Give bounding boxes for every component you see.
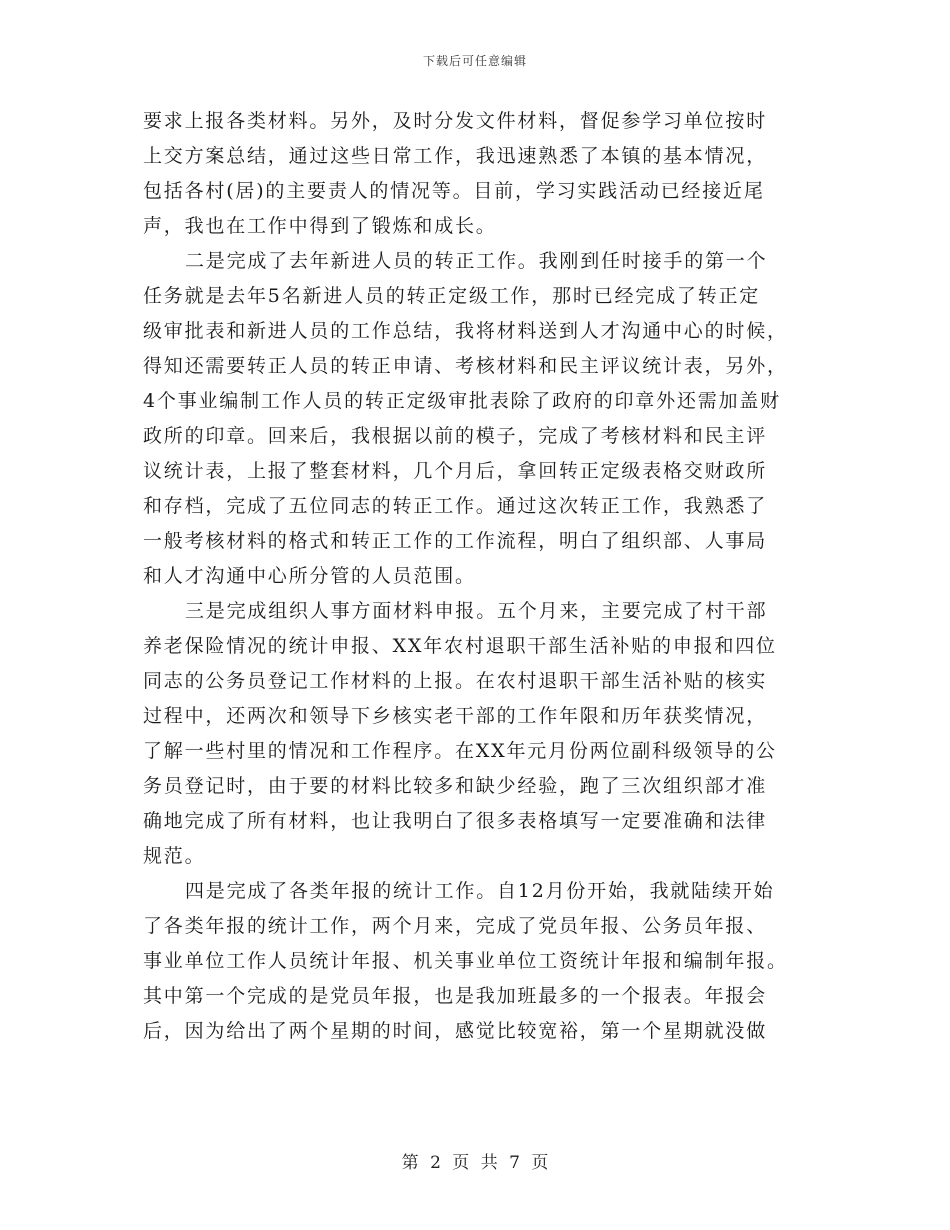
document-body: [143, 104, 813, 1049]
text-line: 和人才沟通中心所分管的人员范围。: [143, 565, 476, 587]
text-line: 政所的印章。回来后，我根据以前的模子，完成了考核材料和民主评: [143, 425, 768, 447]
text-line: 同志的公务员登记工作材料的上报。在农村退职干部生活补贴的核实: [143, 670, 768, 692]
text-line: 务员登记时，由于要的材料比较多和缺少经验，跑了三次组织部才准: [143, 775, 768, 797]
page-number: 第 2 页 共 7 页: [401, 1153, 549, 1173]
page-header-note: 下载后可任意编辑: [422, 54, 527, 68]
text-line: 养老保险情况的统计申报、XX年农村退职干部生活补贴的申报和四位: [143, 635, 777, 657]
text-line: 任务就是去年5名新进人员的转正定级工作，那时已经完成了转正定: [143, 285, 761, 307]
text-line: 一般考核材料的格式和转正工作的工作流程，明白了组织部、人事局: [143, 530, 768, 552]
text-line: 和存档，完成了五位同志的转正工作。通过这次转正工作，我熟悉了: [143, 495, 768, 517]
paragraph-first-line: 二是完成了去年新进人员的转正工作。我刚到任时接手的第一个: [185, 250, 768, 272]
text-line: 了各类年报的统计工作，两个月来，完成了党员年报、公务员年报、: [143, 915, 768, 937]
text-line: 过程中，还两次和领导下乡核实老干部的工作年限和历年获奖情况，: [143, 705, 768, 727]
text-line: 议统计表，上报了整套材料，几个月后，拿回转正定级表格交财政所: [143, 460, 768, 482]
paragraph-first-line: 四是完成了各类年报的统计工作。自12月份开始，我就陆续开始: [185, 880, 775, 902]
text-line: 声，我也在工作中得到了锻炼和成长。: [143, 215, 497, 237]
text-line: 上交方案总结，通过这些日常工作，我迅速熟悉了本镇的基本情况，: [143, 145, 768, 167]
text-line: 级审批表和新进人员的工作总结，我将材料送到人才沟通中心的时候，: [143, 320, 788, 342]
paragraph-first-line: 三是完成组织人事方面材料申报。五个月来，主要完成了村干部: [185, 600, 768, 622]
text-line: 事业单位工作人员统计年报、机关事业单位工资统计年报和编制年报。: [143, 950, 788, 972]
text-line: 规范。: [143, 845, 206, 867]
text-line: 了解一些村里的情况和工作程序。在XX年元月份两位副科级领导的公: [143, 740, 777, 762]
text-line: 包括各村(居)的主要责人的情况等。目前，学习实践活动已经接近尾: [143, 180, 765, 202]
text-line: 其中第一个完成的是党员年报，也是我加班最多的一个报表。年报会: [143, 985, 768, 1007]
text-line: 确地完成了所有材料，也让我明白了很多表格填写一定要准确和法律: [143, 810, 768, 832]
text-line: 4个事业编制工作人员的转正定级审批表除了政府的印章外还需加盖财: [143, 390, 781, 412]
text-line: 后，因为给出了两个星期的时间，感觉比较宽裕，第一个星期就没做: [143, 1020, 768, 1042]
text-line: 要求上报各类材料。另外，及时分发文件材料，督促参学习单位按时: [143, 110, 768, 132]
text-line: 得知还需要转正人员的转正申请、考核材料和民主评议统计表，另外，: [143, 355, 788, 377]
